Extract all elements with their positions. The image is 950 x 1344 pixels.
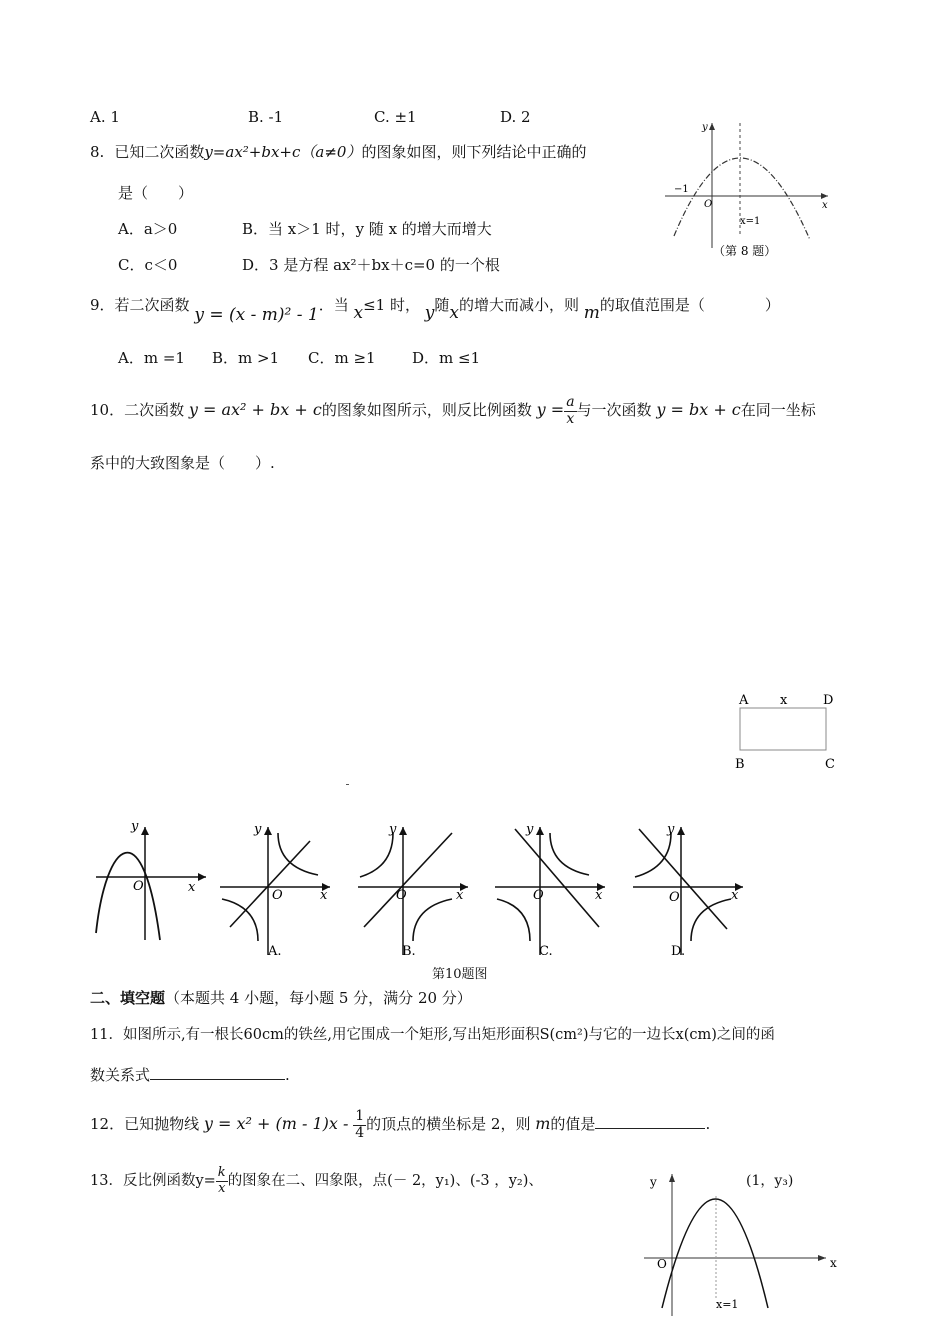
svg-text:O: O (533, 888, 544, 903)
q8-parabola-figure (660, 118, 840, 263)
q13-fig-axis-label: x=1 (716, 1298, 739, 1311)
q13-fig-x-label: x (830, 1256, 837, 1270)
q8-fig-caption: （第 8 题） (713, 244, 777, 258)
svg-text:y: y (131, 819, 139, 834)
section2-header: 二、填空题（本题共 4 小题，每小题 5 分，满分 20 分） (90, 989, 472, 1007)
svg-text:x: x (595, 888, 603, 903)
q13-parabola-figure (640, 1168, 850, 1318)
q9-option-c: C．m ≥1 (308, 349, 376, 367)
q10-stem-end: 系中的大致图象是（ ）. (90, 454, 275, 472)
q8-option-b: B．当 x＞1 时，y 随 x 的增大而增大 (242, 220, 492, 238)
q8-stem-end: 是（ ） (118, 184, 194, 202)
q7-option-a: A. 1 (90, 108, 120, 126)
q10-label-b: B. (402, 944, 416, 959)
q7-option-c: C. ±1 (374, 108, 417, 126)
q10-graph-options (88, 815, 768, 985)
svg-text:y: y (389, 822, 397, 837)
rectangle-figure (730, 688, 840, 774)
q10-label-c: C. (539, 944, 553, 959)
q11-line1: 11．如图所示,有一根长60cm的铁丝,用它围成一个矩形,写出矩形面积S(cm²)与它的一边长x(cm)之间的函 (90, 1027, 775, 1043)
rect-label-d: D (823, 693, 834, 708)
q8-fig-y-label: y (702, 122, 708, 133)
q10-label-d: D. (671, 944, 686, 959)
q8-fig-neg1: −1 (674, 184, 689, 195)
q11-line2: 数关系式 . (90, 1066, 290, 1084)
q10-label-a: A. (268, 944, 282, 959)
rect-label-b: B (735, 757, 745, 772)
q8-option-a: A．a＞0 (118, 220, 178, 238)
q9-option-b: B．m >1 (212, 349, 280, 367)
svg-text:y: y (526, 822, 534, 837)
q13-point-3: (1，y₃) (746, 1173, 794, 1189)
q7-option-d: D. 2 (500, 108, 531, 126)
q10-graph-option-d (633, 822, 743, 959)
q10-fig-caption: 第10题图 (432, 967, 488, 982)
svg-text:O: O (669, 890, 680, 905)
svg-text:x: x (188, 880, 196, 895)
q10-stem: 10．二次函数 y = ax² + bx + c的图象如图所示，则反比例函数 y = $\frac{a}{x}$ 与一次函数 y = bx + c在同一坐标 (90, 394, 816, 427)
q10-graph-option-c (495, 822, 605, 959)
q8-fig-origin: O (704, 199, 713, 210)
rect-label-a: A (739, 693, 749, 708)
q12-answer-blank[interactable] (595, 1128, 705, 1129)
q10-graph-option-a (220, 822, 330, 959)
svg-text:x: x (731, 888, 739, 903)
svg-text:x: x (320, 888, 328, 903)
q8-stem: 8. 已知二次函数y=ax²+bx+c（a≠0）的图象如图，则下列结论中正确的 (90, 143, 587, 161)
q13-fig-origin: O (657, 1257, 667, 1271)
q13-stem: 13．反比例函数y= $\frac{k}{x}$ 的图象在二、四象限，点(－ 2，y₁)、(-3 ，y₂)、 (90, 1165, 543, 1196)
q11-answer-blank[interactable] (150, 1079, 285, 1080)
rect-label-x: x (780, 693, 788, 708)
svg-text:O: O (396, 888, 407, 903)
svg-text:y: y (667, 822, 675, 837)
q8-option-c: C．c＜0 (118, 256, 178, 274)
stray-mark (346, 784, 349, 785)
svg-text:O: O (272, 888, 283, 903)
q8-fig-x-label: x (822, 200, 828, 211)
q9-option-d: D．m ≤1 (412, 349, 481, 367)
q13-fig-y-label: y (650, 1175, 657, 1189)
q8-option-d: D．3 是方程 ax²＋bx＋c=0 的一个根 (242, 256, 500, 274)
q12-stem: 12．已知抛物线 y = x² + (m - 1)x - $\frac{1}{4}$ 的顶点的横坐标是 2，则 m的值是 . (90, 1108, 711, 1141)
q8-fig-axis-label: x=1 (740, 216, 761, 227)
svg-text:x: x (456, 888, 464, 903)
q9-option-a: A．m =1 (118, 349, 185, 367)
q7-option-b: B. -1 (248, 108, 284, 126)
svg-text:y: y (254, 822, 262, 837)
q9-stem: 9．若二次函数 y = (x - m)² - 1．当 x≤1 时， y随x的增大而减小，则 m的取值范围是（ ） (90, 296, 780, 325)
svg-text:O: O (133, 879, 144, 894)
q10-graph-option-b (358, 822, 468, 959)
rect-label-c: C (825, 757, 835, 772)
q10-graph-parabola (96, 819, 206, 940)
